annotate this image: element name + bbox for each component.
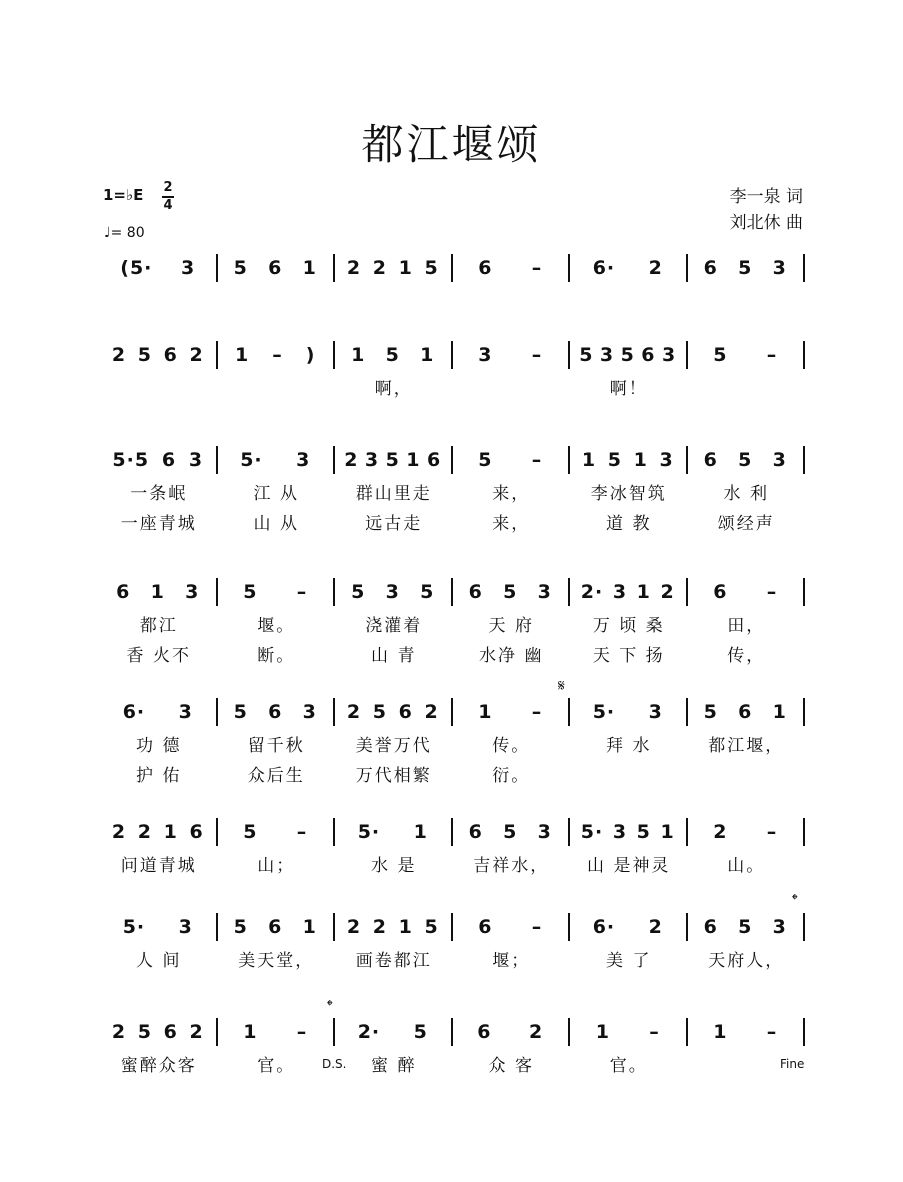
note: 6· [592,257,616,279]
measure [453,257,569,279]
note: 5 [503,581,518,603]
note: 6 [713,581,728,603]
lyric-segment: 蜜 醉 [371,1056,417,1076]
measure [688,257,804,279]
music-row [100,577,805,607]
lyric-line [100,731,805,756]
note: 5 [713,344,728,366]
note: 3 [364,449,380,471]
note: 5 [478,449,493,471]
lyric-segment [688,374,806,399]
note: – [766,1021,778,1043]
note: 2 [111,1021,127,1043]
note: 3 [178,916,193,938]
note: 2 [189,344,204,366]
note: 2 [346,701,362,723]
note: – [296,821,308,843]
measure [218,257,334,279]
note: 5 [420,581,435,603]
measure [453,1021,569,1043]
lyric-line [100,479,805,504]
note: 3 [178,701,193,723]
measure [100,916,216,938]
lyric-segment: 山 从 [253,514,299,534]
lyric-segment: 浇灌着 [365,616,423,636]
note: 3 [661,344,677,366]
lyric-segment [570,761,688,786]
note: 3 [385,581,400,603]
measure [570,821,686,843]
music-row [100,445,805,475]
note: – [272,344,283,366]
measure [453,701,569,723]
note: 5 [703,701,718,723]
measure [218,1021,334,1043]
note: 1 [581,449,597,471]
note: 1 [302,916,317,938]
note: 3 [537,581,552,603]
lyric-line [100,509,805,534]
lyric-segment: 官。 [257,1056,296,1076]
note: 6 [641,344,656,366]
measure [218,344,334,366]
measure [100,821,216,843]
lyric-segment: 堰。 [257,616,296,636]
lyric-segment: 传， [727,646,766,666]
note: 6 [268,701,283,723]
note: 2 [111,344,127,366]
note: 5 [607,449,622,471]
note: 2 [372,916,387,938]
tempo-mark: ♩= 80 [104,225,145,241]
note: 2 [660,581,675,603]
music-row [100,340,805,370]
note: 2 [648,916,663,938]
note: 2 [372,257,387,279]
note: 3 [648,701,663,723]
note: 1 [235,344,250,366]
measure [218,821,334,843]
note: 1 [302,257,317,279]
note: 3 [180,257,196,279]
note: 1 [633,449,648,471]
page-title: 都江堰颂 [361,120,542,169]
note: 6· [592,916,616,938]
note: 3 [659,449,674,471]
lyric-segment: 道 教 [606,514,652,534]
lyric-segment: 功 德 [136,736,182,756]
lyric-segment: 山 青 [371,646,417,666]
note: 5 [738,449,753,471]
lyric-segment: 远古走 [365,514,423,534]
note: 5·5 [112,449,150,471]
measure [570,449,686,471]
lyric-segment: 美 了 [606,951,652,971]
coda-icon-2: 𝄌 [327,996,333,1015]
measure [100,449,216,471]
note: – [766,344,778,366]
measure [335,1021,451,1043]
note: – [531,344,543,366]
note: 5 [372,701,387,723]
note: 1 [150,581,165,603]
lyric-segment: 山。 [727,856,766,876]
lyric-segment: 天 府 [488,616,534,636]
note: – [649,1021,660,1043]
note: 6 [477,1021,492,1043]
lyric-segment: 都江堰， [708,736,785,756]
barline [803,341,805,369]
measure [218,701,334,723]
note: – [766,821,778,843]
segno-icon: 𝄋 [558,676,565,695]
lyric-segment: 留千秋 [247,736,305,756]
lyric-segment: 问道青城 [120,856,197,876]
measure [688,344,804,366]
note: – [766,581,778,603]
note: 2 [189,1021,204,1043]
lyric-segment: 江 从 [253,484,299,504]
lyric-line [100,641,805,666]
note: 2 [346,916,362,938]
note: 5· [240,449,263,471]
lyric-segment: 衍。 [492,766,531,786]
lyric-segment: 群山里走 [355,484,432,504]
note: 2 [346,257,362,279]
measure [100,581,216,603]
note: 3 [772,449,787,471]
note: 2 [713,821,728,843]
measure [100,1021,216,1043]
note: 6 [703,257,718,279]
measure [335,344,451,366]
lyric-line [100,374,805,399]
note: 6 [468,581,483,603]
time-top: 2 [163,180,173,195]
barline [803,254,805,282]
ds-mark: D.S. [322,1057,347,1071]
note: 5 [137,1021,152,1043]
note: 6 [189,821,204,843]
note: 6 [163,1021,178,1043]
note: 1 [398,257,413,279]
lyric-segment: 水净 幽 [479,646,544,666]
note: 1 [413,821,428,843]
note: 6 [268,257,283,279]
note: 5 [738,916,753,938]
lyric-line [100,1051,805,1076]
lyric-segment: 堰； [492,951,531,971]
note: 5 [233,257,248,279]
measure [453,449,569,471]
lyric-segment: 田， [727,616,766,636]
lyric-segment: 啊！ [609,379,648,399]
note: 5· [592,701,616,723]
measure [688,916,804,938]
lyric-segment: 李冰智筑 [590,484,667,504]
time-signature [162,181,174,213]
note: 2 [424,701,439,723]
note: – [531,449,543,471]
measure [453,344,569,366]
barline [803,818,805,846]
note: 2 [111,821,127,843]
lyric-segment: 吉祥水， [473,856,550,876]
note: 6 [468,821,483,843]
note: 1 [772,701,787,723]
note: 5 [233,701,248,723]
note: 1 [713,1021,728,1043]
note: 5 [579,344,594,366]
note: 2 [344,449,359,471]
note: 5· [357,821,381,843]
note: 6 [703,449,718,471]
note: 5 [636,821,651,843]
music-row [100,817,805,847]
note: 2· [357,1021,381,1043]
note: 1 [478,701,493,723]
measure [218,449,334,471]
lyric-line [100,761,805,786]
coda-icon: 𝄌 [792,890,798,909]
note: 5 [503,821,518,843]
lyric-segment: 天 下 扬 [592,646,665,666]
measure [100,257,216,279]
lyric-segment: 天府人， [708,951,785,971]
lyricist: 李一泉 词 [729,187,803,207]
note: 6 [163,344,178,366]
measure [688,581,804,603]
note: 3 [296,449,311,471]
note: 6 [161,449,177,471]
lyric-segment: 万代相繁 [355,766,432,786]
note: 5 [233,916,248,938]
note: 1 [636,581,651,603]
fine-mark: Fine [780,1057,805,1071]
note: 6 [738,701,753,723]
note: 1 [420,344,435,366]
measure [335,701,451,723]
note: 3 [478,344,493,366]
note: 1 [595,1021,610,1043]
lyric-segment: 颂经声 [717,514,775,534]
measure [453,916,569,938]
lyric-segment: 断。 [257,646,296,666]
lyric-segment: 山 是神灵 [587,856,671,876]
note: 5 [413,1021,428,1043]
key-signature: 1=♭E [103,186,144,204]
measure [570,257,686,279]
note: 1 [398,916,413,938]
note: 2· [580,581,604,603]
lyric-segment: 水 利 [723,484,769,504]
music-row [100,697,805,727]
note: 5 [620,344,635,366]
lyric-segment: 水 是 [371,856,417,876]
barline [803,446,805,474]
measure [688,701,804,723]
lyric-segment [100,374,218,399]
barline [803,1018,805,1046]
note: 3 [612,581,628,603]
measure [570,581,686,603]
composer: 刘北休 曲 [729,213,803,233]
note: – [296,581,308,603]
note: 3 [772,257,787,279]
note: 1 [163,821,178,843]
note: 1 [351,344,366,366]
measure [570,344,686,366]
note: – [531,257,543,279]
note: 5· [122,916,146,938]
lyric-segment: 蜜醉众客 [120,1056,197,1076]
measure [688,821,804,843]
measure [218,581,334,603]
note: 6 [478,916,493,938]
measure [688,1021,804,1043]
note: 3 [537,821,552,843]
note: ) [305,344,316,366]
note: 6 [398,701,413,723]
note: 5 [351,581,366,603]
lyric-segment [688,761,806,786]
note: 2 [529,1021,544,1043]
measure [335,449,451,471]
note: 3 [188,449,204,471]
note: (5· [120,257,153,279]
note: 5· [580,821,604,843]
time-bottom: 4 [163,198,173,213]
note: 6· [122,701,146,723]
measure [100,344,216,366]
measure [218,916,334,938]
lyric-segment: 来， [492,514,531,534]
note: 6 [478,257,493,279]
note: 3 [599,344,615,366]
barline [803,698,805,726]
measure [335,916,451,938]
lyric-segment: 传。 [492,736,531,756]
note: 5 [243,581,258,603]
lyric-segment: 美誉万代 [355,736,432,756]
measure [570,1021,686,1043]
lyric-segment: 来， [492,484,531,504]
lyric-segment: 一座青城 [120,514,197,534]
note: 6 [703,916,718,938]
note: 1 [243,1021,258,1043]
note: 5 [385,344,400,366]
measure [453,581,569,603]
measure [100,701,216,723]
measure [335,821,451,843]
note: 5 [424,257,439,279]
music-row [100,912,805,942]
lyric-segment [453,374,571,399]
measure [570,916,686,938]
lyric-segment: 香 火不 [126,646,191,666]
note: 5 [243,821,258,843]
lyric-segment [218,374,336,399]
lyric-segment: 万 顷 桑 [592,616,665,636]
lyric-line [100,611,805,636]
lyric-segment: 众后生 [247,766,305,786]
note: 6 [116,581,131,603]
note: 3 [302,701,317,723]
measure [453,821,569,843]
note: 5 [738,257,753,279]
note: 5 [385,449,400,471]
note: 1 [406,449,421,471]
note: 6 [268,916,283,938]
barline [803,913,805,941]
note: 3 [772,916,787,938]
note: 2 [648,257,663,279]
note: 3 [612,821,628,843]
lyric-segment: 啊， [374,379,413,399]
barline [803,578,805,606]
measure [570,701,686,723]
music-row [100,253,805,283]
lyric-line [100,851,805,876]
lyric-segment: 护 佑 [136,766,182,786]
note: 2 [137,821,152,843]
note: 3 [185,581,200,603]
note: 1 [660,821,675,843]
music-row [100,1017,805,1047]
note: – [531,701,543,723]
note: 5 [424,916,439,938]
lyric-segment: 山； [257,856,296,876]
lyric-segment: 众 客 [488,1056,534,1076]
lyric-segment: 画卷都江 [355,951,432,971]
lyric-segment: 官。 [609,1056,648,1076]
lyric-segment: 人 间 [136,951,182,971]
lyric-segment: 都江 [139,616,178,636]
note: 5 [137,344,152,366]
note: – [531,916,543,938]
lyric-segment: 拜 水 [606,736,652,756]
note: 6 [426,449,442,471]
lyric-segment: 美天堂， [238,951,315,971]
lyric-line [100,946,805,971]
measure [335,257,451,279]
lyric-segment: 一条岷 [130,484,188,504]
measure [335,581,451,603]
note: – [296,1021,308,1043]
measure [688,449,804,471]
